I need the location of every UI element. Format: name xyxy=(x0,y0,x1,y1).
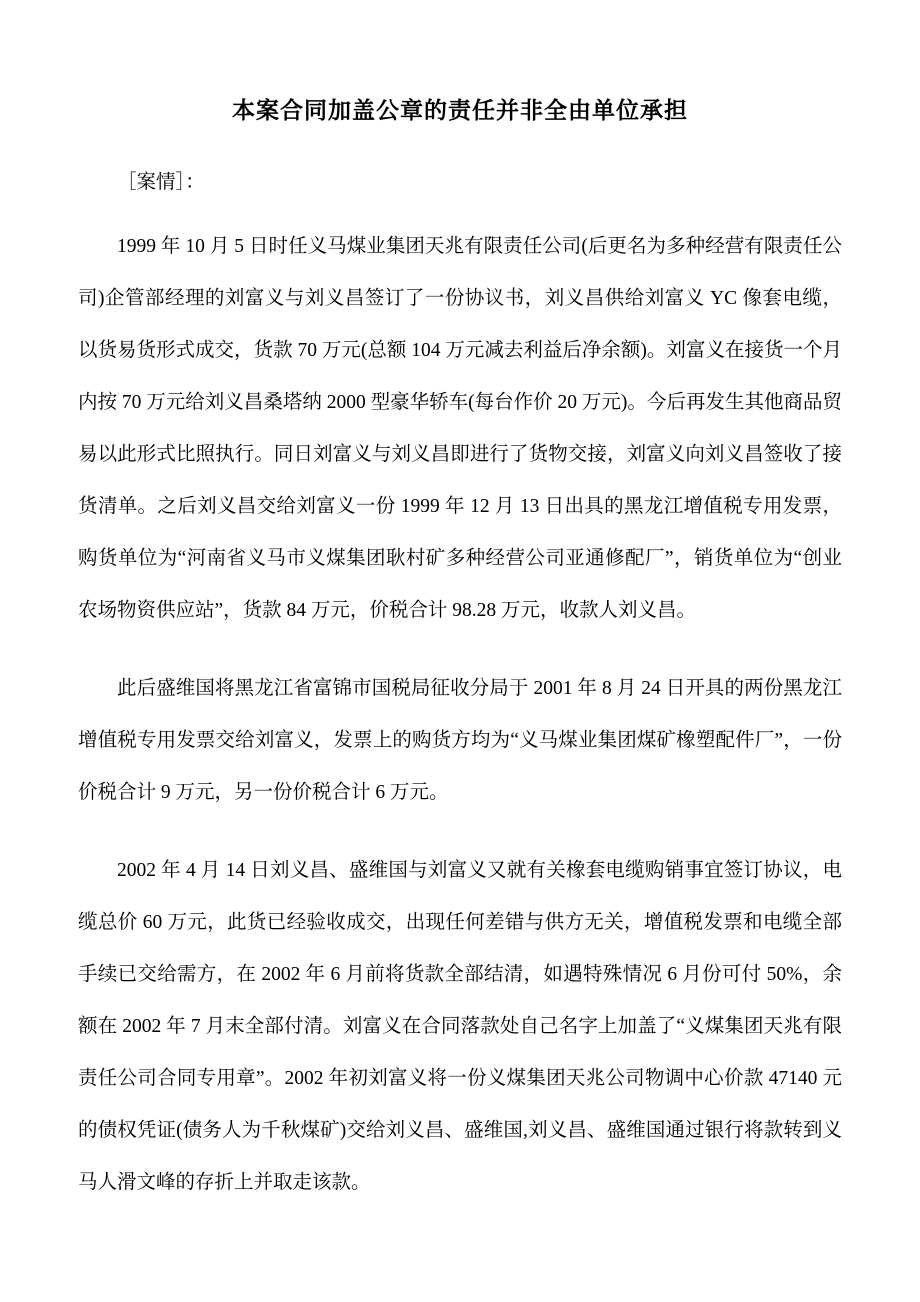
document-title: 本案合同加盖公章的责任并非全由单位承担 xyxy=(232,98,688,124)
paragraph-1: 1999 年 10 月 5 日时任义马煤业集团天兆有限责任公司(后更名为多种经营有限责任公司)企管部经理的刘富义与刘义昌签订了一份协议书，刘义昌供给刘富义 YC 像套电缆，以货易货形式成交，货款 70 万元(总额 104 万元减去利益后净余额)。刘富义在接货一个月内按 70 万元给刘义昌桑塔纳 2000 型豪华轿车(每台作价 20 万元)。今后再发生其他商品贸易以此形式比照执行。同日刘富义与刘义昌即进行了货物交接，刘富义向刘义昌签收了接货清单。之后刘义昌交给刘富义一份 1999 年 12 月 13 日出具的黑龙江增值税专用发票，购货单位为“河南省义马市义煤集团耿村矿多种经营公司亚通修配厂”，销货单位为“创业农场物资供应站”，货款 84 万元，价税合计 98.28 万元，收款人刘义昌。 xyxy=(78,236,842,621)
paragraph-2: 此后盛维国将黑龙江省富锦市国税局征收分局于 2001 年 8 月 24 日开具的两份黑龙江增值税专用发票交给刘富义，发票上的购货方均为“义马煤业集团煤矿橡塑配件厂”，一份价税合计 9 万元，另一份价税合计 6 万元。 xyxy=(78,678,842,803)
paragraph-3: 2002 年 4 月 14 日刘义昌、盛维国与刘富义又就有关橡套电缆购销事宜签订协议，电缆总价 60 万元，此货已经验收成交，出现任何差错与供方无关，增值税发票和电缆全部手续已交给需方，在 2002 年 6 月前将货款全部结清，如遇特殊情况 6 月份可付 50%，余额在 2002 年 7 月末全部付清。刘富义在合同落款处自己名字上加盖了“义煤集团天兆有限责任公司合同专用章”。2002 年初刘富义将一份义煤集团天兆公司物调中心价款 47140 元的债权凭证(债务人为千秋煤矿)交给刘义昌、盛维国,刘义昌、盛维国通过银行将款转到义马人滑文峰的存折上并取走该款。 xyxy=(78,860,842,1193)
case-section-label: ［案情］： xyxy=(117,172,205,193)
